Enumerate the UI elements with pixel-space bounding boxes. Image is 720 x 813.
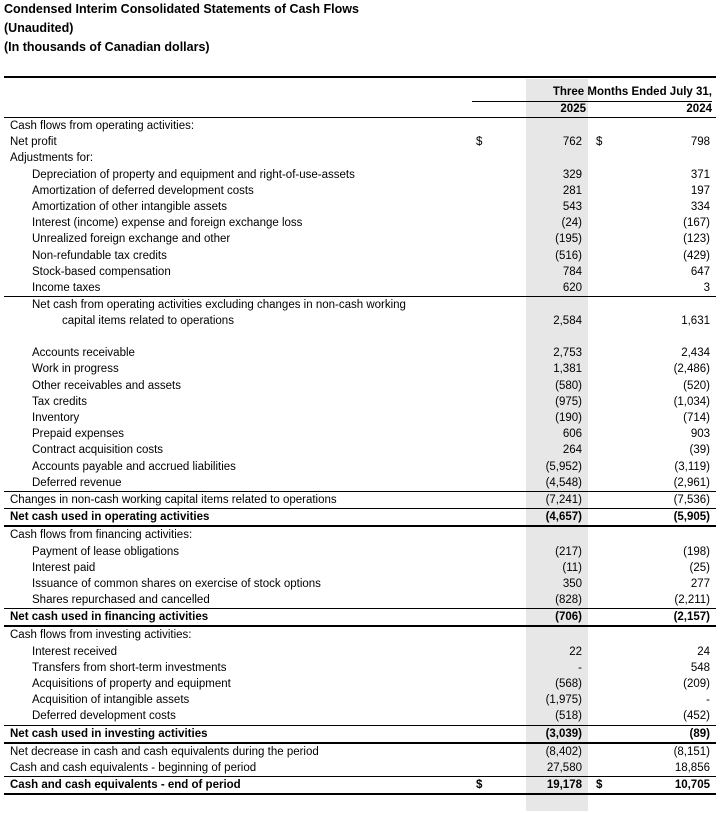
row-label: Net cash used in operating activities [10,511,210,524]
row-label: Transfers from short-term investments [32,661,227,674]
table-row [4,660,716,676]
value-2024: 3 [703,281,710,294]
table-row [4,708,716,725]
row-label: Stock-based compensation [32,265,171,278]
value-2024: 334 [690,200,710,213]
currency-symbol: $ [596,136,603,149]
row-label [32,297,406,329]
value-2024: (452) [683,710,710,723]
value-2024: - [706,694,710,707]
value-2025: (190) [555,412,582,424]
table-row [4,150,716,166]
row-label: Unrealized foreign exchange and other [32,233,231,246]
row-label: Adjustments for: [10,152,94,165]
value-2025: (828) [555,594,582,607]
row-label: Interest paid [32,561,96,574]
table-row [4,760,716,777]
value-2025: (8,402) [545,745,582,758]
table-row [4,378,716,394]
row-label: Cash and cash equivalents - end of period [10,779,241,792]
value-2024: 18,856 [674,761,710,774]
table-row [4,560,716,576]
value-2025: 27,580 [546,761,582,774]
row-label: Accounts receivable [32,347,135,360]
value-2024: (123) [683,233,710,246]
table-row [4,442,716,458]
row-label: Net cash used in investing activities [10,727,208,740]
row-label: Acquisition of intangible assets [32,694,190,707]
value-2024: (714) [683,412,710,424]
value-2025: (4,657) [545,511,582,524]
value-2024: (25) [689,561,710,574]
value-2024: (39) [689,444,710,457]
value-2025: 281 [562,184,582,197]
row-label: Changes in non-cash working capital items related to operations [10,493,337,506]
table-row [4,248,716,264]
table-row [4,544,716,560]
value-2024: (2,157) [673,611,710,624]
value-2024: (5,905) [673,511,710,524]
value-2024: (167) [683,217,710,230]
value-2025: 264 [562,444,582,457]
value-2024: (8,151) [673,745,710,758]
table-row-total [4,726,716,744]
value-2024: (2,486) [673,363,710,376]
table-row [4,199,716,215]
row-label: Interest (income) expense and foreign exchange loss [32,217,303,230]
row-label: Issuance of common shares on exercise of stock options [32,577,321,590]
currency-symbol: $ [476,136,483,149]
value-2025: 350 [562,577,582,590]
value-2024: (429) [683,249,710,262]
table-row-total [4,609,716,627]
table-row [4,692,716,708]
table-row [4,134,716,150]
table-row [4,183,716,199]
row-label: Net profit [10,136,57,149]
value-2025: (7,241) [545,493,582,506]
value-2025: 784 [562,265,582,278]
table-row [4,410,716,426]
value-2025: 762 [562,136,582,149]
row-label: Work in progress [32,363,119,376]
value-2025: (706) [555,611,582,624]
value-2025: (5,952) [545,460,582,473]
table-row [4,215,716,231]
table-row [4,167,716,183]
value-2025: 606 [562,428,582,441]
value-2024: 10,705 [674,779,710,792]
value-2024: 548 [690,661,710,674]
row-label: Inventory [32,412,80,424]
row-label: Other receivables and assets [32,379,181,392]
table-row [4,744,716,760]
value-2024: (89) [689,727,710,740]
statement-title: Condensed Interim Consolidated Statements of Cash Flows [4,2,359,16]
table-row [4,592,716,609]
table-row-total [4,509,716,527]
year-header-2025: 2025 [560,103,586,115]
row-label: Cash flows from investing activities: [10,629,192,642]
year-header-2024: 2024 [686,103,712,115]
row-label: Cash flows from financing activities: [10,529,193,542]
value-2025: (975) [555,395,582,408]
value-2025: (3,039) [545,727,582,740]
value-2024: 798 [690,136,710,149]
table-row [4,231,716,247]
table-row-grand-total [4,777,716,795]
value-2025: (1,975) [545,694,582,707]
value-2024: 2,434 [681,347,710,360]
table-row [4,676,716,692]
value-2024: (209) [683,678,710,690]
table-row [4,297,716,329]
row-label: Net decrease in cash and cash equivalents during the period [10,745,319,758]
value-2025: (195) [555,233,582,246]
value-2024: (198) [683,545,710,558]
table-row [4,576,716,592]
row-label-line2: capital items related to operations [62,315,234,328]
value-2025: 329 [562,168,582,181]
row-label: Acquisitions of property and equipment [32,678,231,690]
value-2024: 371 [690,168,710,181]
value-2024: 903 [690,428,710,441]
row-label: Deferred development costs [32,710,176,723]
table-row [4,627,716,643]
value-2024: 1,631 [681,315,710,328]
value-2025: (516) [555,249,582,262]
value-2024: 277 [690,577,710,590]
value-2025: 620 [562,281,582,294]
table-row [4,264,716,280]
value-2025: (580) [555,379,582,392]
value-2024: (3,119) [674,460,710,473]
spacer [4,329,716,345]
row-label: Depreciation of property and equipment and right-of-use-assets [32,168,355,181]
table-row [4,394,716,410]
value-2024: (2,961) [673,476,710,489]
row-label: Non-refundable tax credits [32,249,167,262]
value-2025: (568) [555,678,582,690]
value-2024: (2,211) [674,594,710,607]
table-row [4,644,716,660]
value-2025: (24) [561,217,582,230]
value-2024: (1,034) [673,395,710,408]
table-row [4,345,716,361]
table-row [4,280,716,297]
table-row [4,118,716,134]
statement-title-block [4,0,359,57]
table-body [4,118,716,795]
top-rule [4,76,716,78]
value-2025: 1,381 [553,363,582,376]
row-label: Interest received [32,645,118,658]
value-2024: 647 [690,265,710,278]
row-label: Prepaid expenses [32,428,125,441]
row-label: Tax credits [32,395,87,408]
table-row [4,527,716,543]
table-row [4,491,716,509]
row-label: Income taxes [32,281,101,294]
currency-symbol: $ [596,779,603,792]
row-label: Amortization of other intangible assets [32,200,227,213]
row-label: Payment of lease obligations [32,545,180,558]
period-header: Three Months Ended July 31, [472,84,712,102]
value-2025: (518) [555,710,582,723]
value-2025: 543 [562,200,582,213]
row-label-line1: Net cash from operating activities excluding changes in non-cash working [32,299,406,312]
row-label: Amortization of deferred development costs [32,184,254,197]
table-row [4,426,716,442]
table-row [4,361,716,377]
value-2024: (7,536) [673,493,710,506]
currency-note: (In thousands of Canadian dollars) [4,40,210,54]
value-2024: (520) [683,379,710,392]
table-row [4,459,716,475]
row-label: Net cash used in financing activities [10,611,209,624]
row-label: Cash and cash equivalents - beginning of period [10,761,257,774]
row-label: Accounts payable and accrued liabilities [32,460,236,473]
value-2025: (11) [562,561,582,574]
row-label: Cash flows from operating activities: [10,120,195,132]
value-2024: 197 [690,184,710,197]
value-2024: 24 [697,645,710,658]
value-2025: - [578,661,582,674]
value-2025: 22 [569,645,582,658]
value-2025: (4,548) [545,476,582,489]
currency-symbol: $ [476,779,483,792]
row-label: Deferred revenue [32,476,122,489]
unaudited-note: (Unaudited) [4,21,74,35]
table-row [4,475,716,491]
value-2025: (217) [555,545,582,558]
value-2025: 19,178 [546,779,582,792]
row-label: Contract acquisition costs [32,444,164,457]
value-2025: 2,584 [553,315,582,328]
row-label: Shares repurchased and cancelled [32,594,210,607]
value-2025: 2,753 [553,347,582,360]
